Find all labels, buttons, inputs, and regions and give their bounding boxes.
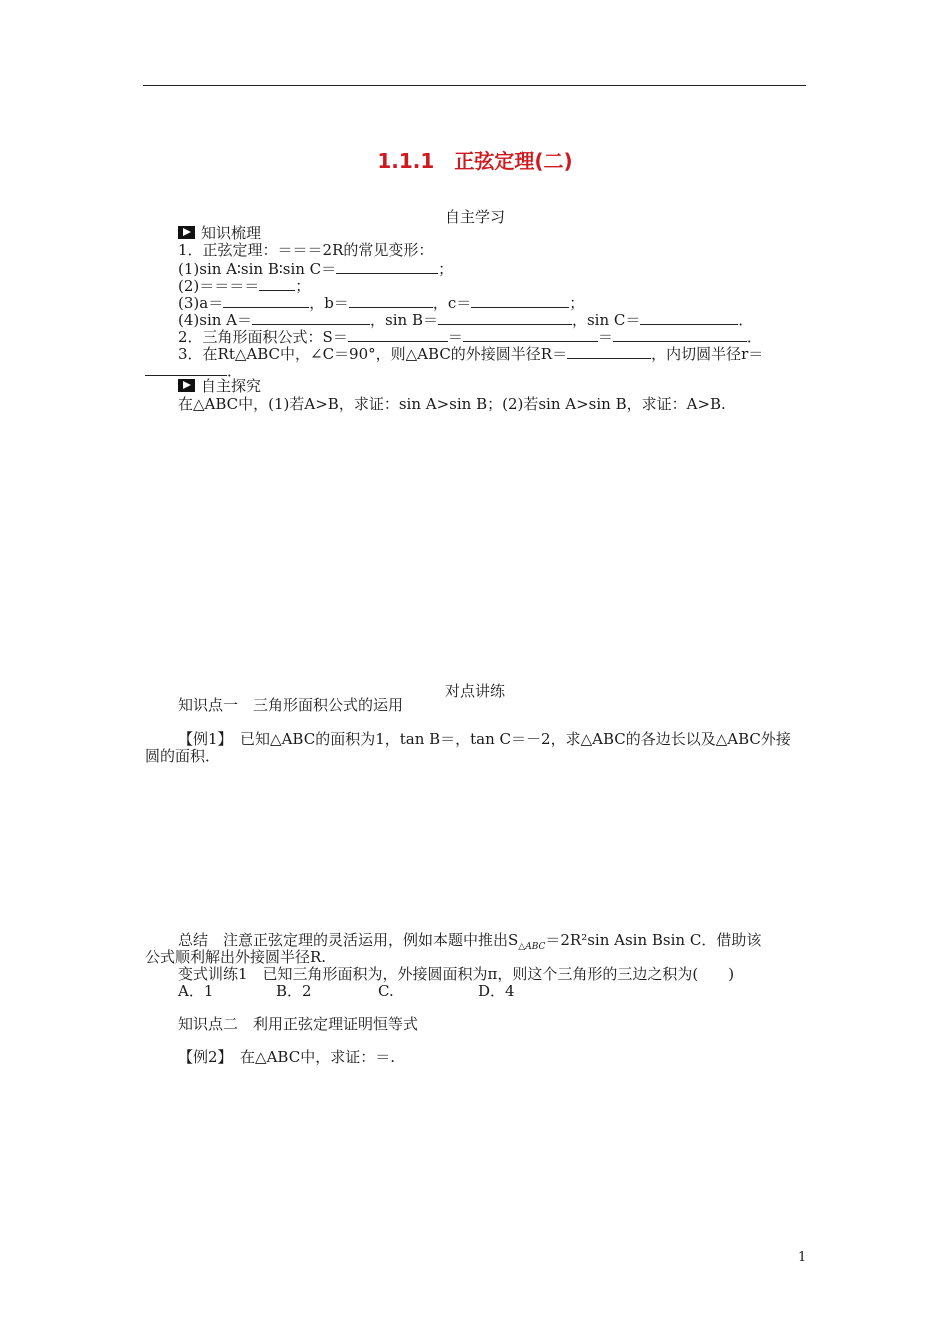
option-d: D．4 (478, 982, 515, 1000)
fill-blank[interactable] (336, 259, 438, 274)
summary-text: 总结 注意正弦定理的灵活运用，例如本题中推出S (178, 931, 519, 949)
example-2: 【例2】 在△ABC中，求证：＝. (178, 1048, 395, 1066)
item-1-1-text: (1)sin A∶sin B∶sin C＝ (178, 260, 337, 278)
fill-blank[interactable] (223, 293, 309, 308)
item-2-eq1: ＝ (447, 328, 463, 346)
item-3-text-b: ，内切圆半径r＝ (651, 345, 764, 363)
item-1: 1．正弦定理：＝＝＝2R的常见变形： (178, 241, 434, 259)
item-3 (178, 344, 763, 363)
explore-text: 在△ABC中，(1)若A>B，求证：sin A>sin B；(2)若sin A>sin B，求证：A>B. (178, 395, 726, 413)
play-icon (178, 379, 195, 392)
item-1-3-a: (3)a＝ (178, 294, 224, 312)
explore-heading (178, 378, 261, 395)
page-number: 1 (798, 1250, 807, 1265)
item-1-1-end: ； (438, 260, 454, 278)
example-1-cont: 圆的面积． (145, 747, 221, 765)
knowledge-point-1: 知识点一 三角形面积公式的运用 (178, 696, 404, 714)
item-2-eq2: ＝ (597, 328, 613, 346)
item-1-3-end: ； (569, 294, 585, 312)
item-3-text: 3．在Rt△ABC中，∠C＝90°，则△ABC的外接圆半径R＝ (178, 345, 568, 363)
option-a: A．1 (178, 982, 214, 1000)
fill-blank[interactable] (567, 344, 651, 359)
variant-exercise: 变式训练1 已知三角形面积为，外接圆面积为π，则这个三角形的三边之积为( ) (178, 965, 735, 983)
item-1-3-c: ，c＝ (432, 294, 472, 312)
item-1-4-c: ，sin C＝ (571, 311, 641, 329)
knowledge-heading-label: 知识梳理 (201, 224, 262, 242)
item-1-4-b: ，sin B＝ (370, 311, 438, 329)
header-rule (143, 85, 806, 86)
summary-subscript: △ABC (518, 942, 546, 952)
knowledge-heading (178, 225, 261, 242)
knowledge-point-2: 知识点二 利用正弦定理证明恒等式 (178, 1015, 419, 1033)
item-1-2-text: (2)＝＝＝＝ (178, 277, 260, 295)
option-b: B．2 (276, 982, 312, 1000)
fill-blank[interactable] (471, 293, 569, 308)
item-1-4-end: ． (738, 311, 754, 329)
explore-heading-label: 自主探究 (201, 377, 262, 395)
item-2-end: ． (746, 328, 762, 346)
section-practice: 对点讲练 (444, 682, 505, 700)
fill-blank[interactable] (252, 310, 370, 325)
item-3-end: ． (227, 362, 243, 380)
item-1-3-b: ，b＝ (309, 294, 349, 312)
fill-blank[interactable] (348, 327, 448, 342)
summary-cont: 公式顺利解出外接圆半径R. (145, 948, 327, 966)
fill-blank[interactable] (438, 310, 572, 325)
option-c: C. (378, 982, 394, 1000)
fill-blank[interactable] (145, 361, 227, 376)
section-self-study: 自主学习 (444, 208, 505, 226)
summary-text-b: ＝2R²sin Asin Bsin C．借助该 (545, 931, 762, 949)
fill-blank[interactable] (349, 293, 433, 308)
example-1: 【例1】 已知△ABC的面积为1，tan B＝，tan C＝－2，求△ABC的各边长以及△ABC外接 (178, 730, 791, 748)
item-1-2-end: ； (295, 277, 311, 295)
item-1-4-a: (4)sin A＝ (178, 311, 253, 329)
fill-blank[interactable] (640, 310, 738, 325)
page-title: 1.1.1 正弦定理(二) (377, 149, 573, 173)
fill-blank[interactable] (463, 327, 598, 342)
item-2-text: 2．三角形面积公式：S＝ (178, 328, 348, 346)
play-icon (178, 226, 195, 239)
fill-blank[interactable] (259, 276, 295, 291)
fill-blank[interactable] (613, 327, 747, 342)
